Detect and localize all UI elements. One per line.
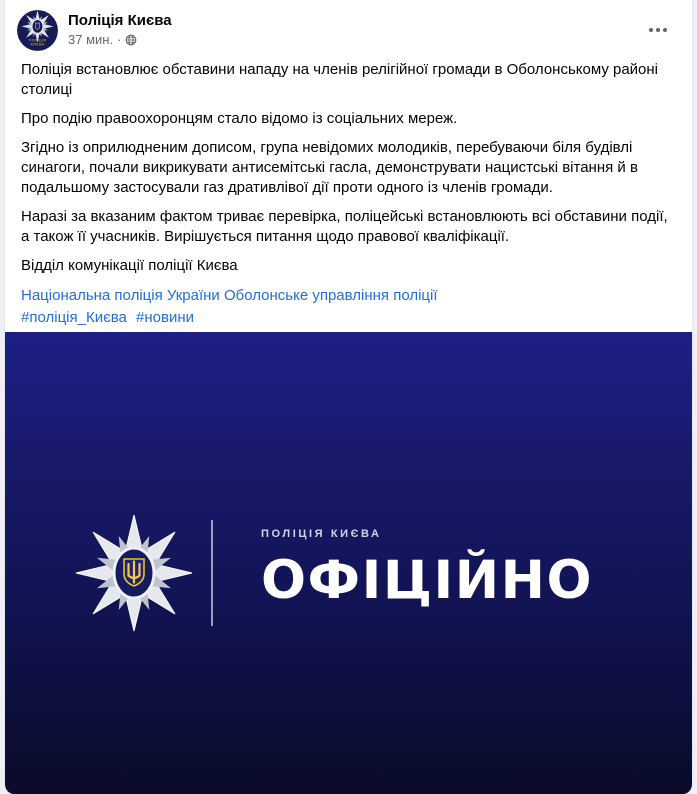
facebook-post-card	[4, 0, 693, 794]
image-text-block	[261, 528, 593, 611]
image-divider	[211, 520, 213, 626]
post-text	[5, 56, 692, 328]
avatar-caption-2: КИЄВА	[30, 42, 45, 47]
avatar[interactable]	[17, 10, 58, 51]
ellipsis-icon	[649, 28, 653, 32]
post-paragraph: Відділ комунікації поліції Києва	[21, 257, 238, 274]
post-paragraph: Наразі за вказаним фактом триває перевірка, поліцейські встановлюють всі обставини події, а також її учасників. Вирішується питання щодо правової кваліфікації.	[21, 208, 668, 245]
hashtag-link[interactable]: #поліція_Києва	[21, 309, 127, 326]
post-image[interactable]	[5, 332, 693, 794]
avatar-caption-1: ПОЛІЦІЯ	[28, 38, 47, 43]
post-paragraph: Згідно із оприлюдненим дописом, група невідомих молодиків, перебуваючи біля будівлі синагоги, почали викрикувати антисемітські гасла, демонструвати нацистські вітання й в подальшому застосували газ дративлівої дії проти одного із членів громади.	[21, 139, 638, 196]
post-timestamp[interactable]: 37 мин.	[68, 32, 114, 47]
post-paragraph: Поліція встановлює обставини нападу на членів релігійної громади в Оболонському районі столиці	[21, 61, 659, 98]
privacy-globe-icon	[125, 34, 137, 46]
hashtag-link[interactable]: #новини	[136, 309, 195, 326]
post-options-button[interactable]	[642, 16, 674, 44]
page-name-link[interactable]: Поліція Києва	[68, 12, 172, 29]
tagged-page-link[interactable]: Національна поліція України Оболонське управління поліції	[21, 287, 438, 304]
dot-separator: ·	[117, 32, 122, 47]
post-paragraph: Про подію правоохоронцям стало відомо із соціальних мереж.	[21, 110, 458, 127]
police-badge-icon	[74, 513, 194, 633]
post-header	[5, 0, 692, 56]
header-meta	[68, 10, 172, 48]
image-headline: ОФІЦІЙНО	[261, 550, 593, 611]
image-brand-label: ПОЛІЦІЯ КИЄВА	[261, 528, 382, 540]
